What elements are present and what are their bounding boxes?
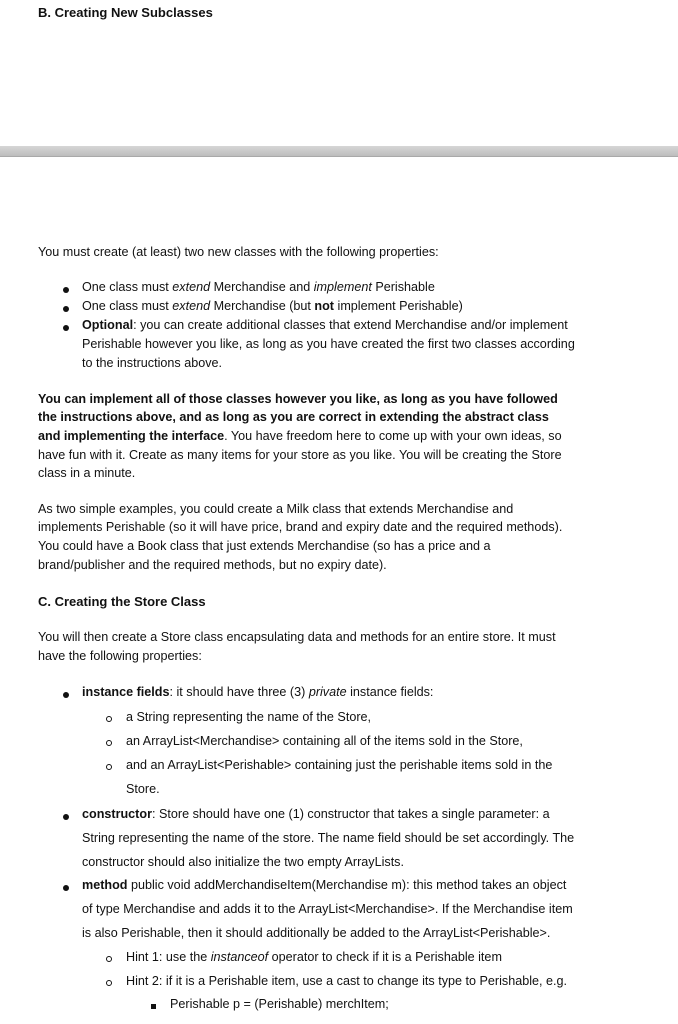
bullet-icon	[63, 325, 69, 331]
sub-bullet-item: a String representing the name of the Store,	[126, 710, 372, 724]
bullet-item-cont: of type Merchandise and adds it to the ArrayList<Merchandise>. If the Merchandise item	[82, 902, 573, 916]
bullet-icon	[63, 287, 69, 293]
bullet-item: One class must extend Merchandise and implement Perishable	[82, 280, 435, 294]
sub-bullet-item: an ArrayList<Merchandise> containing all of the items sold in the Store,	[126, 734, 523, 748]
sub-bullet-icon	[106, 716, 112, 722]
bullet-item-cont: is also Perishable, then it should additionally be added to the ArrayList<Perishable>.	[82, 926, 551, 940]
paragraph-line: have the following properties:	[38, 649, 202, 663]
bullet-icon	[63, 306, 69, 312]
bullet-icon	[63, 692, 69, 698]
bullet-item-cont: Perishable however you like, as long as you have created the first two classes according	[82, 337, 575, 351]
bullet-item: instance fields: it should have three (3) private instance fields:	[82, 685, 434, 699]
sub-bullet-icon	[106, 980, 112, 986]
section-b-heading: B. Creating New Subclasses	[38, 5, 213, 20]
sub-bullet-icon	[106, 956, 112, 962]
paragraph-line: implements Perishable (so it will have price, brand and expiry date and the required methods).	[38, 520, 563, 534]
bullet-item-cont: constructor should also initialize the two empty ArrayLists.	[82, 855, 404, 869]
paragraph-line: and implementing the interface. You have freedom here to come up with your own ideas, so	[38, 429, 562, 443]
bullet-icon	[63, 814, 69, 820]
paragraph-line: You could have a Book class that just extends Merchandise (so has a price and a	[38, 539, 491, 553]
sub-bullet-item: and an ArrayList<Perishable> containing just the perishable items sold in the	[126, 758, 553, 772]
code-example: Perishable p = (Perishable) merchItem;	[170, 997, 389, 1011]
sub-bullet-icon	[106, 764, 112, 770]
paragraph-line: You can implement all of those classes however you like, as long as you have followed	[38, 392, 558, 406]
sub-bullet-item: Hint 2: if it is a Perishable item, use a cast to change its type to Perishable, e.g.	[126, 974, 568, 988]
sub-bullet-icon	[106, 740, 112, 746]
bullet-item-cont: to the instructions above.	[82, 356, 223, 370]
paragraph-line: have fun with it. Create as many items for your store as you like. You will be creating the Store	[38, 448, 562, 462]
bullet-item: constructor: Store should have one (1) constructor that takes a single parameter: a	[82, 807, 550, 821]
page-divider	[0, 146, 678, 157]
bullet-item-cont: String representing the name of the store. The name field should be set accordingly. The	[82, 831, 575, 845]
sub-bullet-item: Hint 1: use the instanceof operator to check if it is a Perishable item	[126, 950, 502, 964]
paragraph-line: class in a minute.	[38, 466, 136, 480]
bullet-icon	[63, 885, 69, 891]
section-c-heading: C. Creating the Store Class	[38, 594, 206, 609]
paragraph-line: As two simple examples, you could create a Milk class that extends Merchandise and	[38, 502, 514, 516]
sub-bullet-item-cont: Store.	[126, 782, 160, 796]
bullet-item: Optional: you can create additional classes that extend Merchandise and/or implement	[82, 318, 568, 332]
paragraph-line: You will then create a Store class encapsulating data and methods for an entire store. It must	[38, 630, 556, 644]
paragraph-line: the instructions above, and as long as you are correct in extending the abstract class	[38, 410, 549, 424]
square-bullet-icon	[151, 1004, 156, 1009]
bullet-item: method public void addMerchandiseItem(Merchandise m): this method takes an object	[82, 878, 567, 892]
paragraph-line: brand/publisher and the required methods, but no expiry date).	[38, 558, 387, 572]
section-b-intro: You must create (at least) two new classes with the following properties:	[38, 245, 439, 259]
bullet-item: One class must extend Merchandise (but not implement Perishable)	[82, 299, 463, 313]
